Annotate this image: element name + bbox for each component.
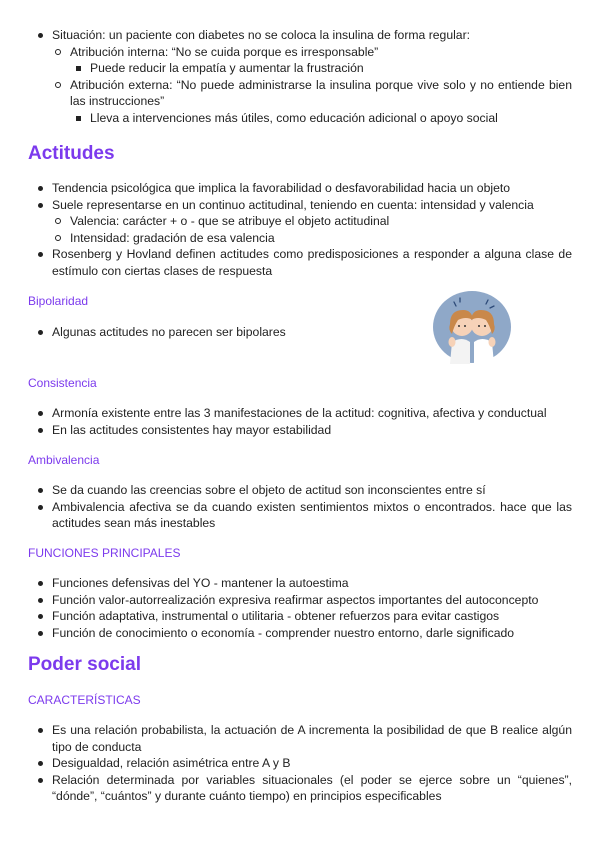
list-item: Suele representarse en un continuo actitudinal, teniendo en cuenta: intensidad y valencia bbox=[0, 197, 600, 214]
list-item: Ambivalencia afectiva se da cuando existen sentimientos mixtos o encontrados. hace que las actitudes sean más inestables bbox=[0, 499, 600, 532]
list-item: Función de conocimiento o economía - comprender nuestro entorno, darle significado bbox=[0, 625, 600, 642]
section-title-consistencia: Consistencia bbox=[28, 376, 97, 390]
intro-list bbox=[0, 27, 600, 126]
list-item: En las actitudes consistentes hay mayor estabilidad bbox=[0, 422, 600, 439]
list-item: Rosenberg y Hovland definen actitudes como predisposiciones a responder a alguna clase de estímulo con ciertas clases de respuesta bbox=[0, 246, 600, 279]
list-item: Atribución externa: “No puede administrarse la insulina porque vive solo y no entiende bien las instrucciones” bbox=[0, 77, 600, 110]
list-item: Atribución interna: “No se cuida porque es irresponsable” bbox=[0, 44, 600, 61]
list-item: Relación determinada por variables situacionales (el poder se ejerce sobre un “quienes”, “dónde”, “cuántos” y durante cuánto tiempo) en principios especificables bbox=[0, 772, 600, 805]
list-item: Intensidad: gradación de esa valencia bbox=[0, 230, 600, 247]
section-title-poder-social: Poder social bbox=[28, 654, 141, 675]
list-item: Algunas actitudes no parecen ser bipolares bbox=[0, 324, 600, 341]
list-item: Función valor-autorrealización expresiva reafirmar aspectos importantes del autoconcepto bbox=[0, 592, 600, 609]
funciones-list bbox=[0, 575, 600, 641]
list-item: Lleva a intervenciones más útiles, como educación adicional o apoyo social bbox=[0, 110, 600, 127]
section-subtitle-caracteristicas: CARACTERÍSTICAS bbox=[28, 693, 141, 707]
poder-list bbox=[0, 722, 600, 805]
list-item: Armonía existente entre las 3 manifestaciones de la actitud: cognitiva, afectiva y conductual bbox=[0, 405, 600, 422]
section-title-actitudes: Actitudes bbox=[28, 143, 115, 164]
list-item: Funciones defensivas del YO - mantener la autoestima bbox=[0, 575, 600, 592]
section-title-bipolaridad: Bipolaridad bbox=[28, 294, 89, 308]
ambivalencia-list bbox=[0, 482, 600, 532]
section-title-ambivalencia: Ambivalencia bbox=[28, 453, 100, 467]
list-item: Tendencia psicológica que implica la favorabilidad o desfavorabilidad hacia un objeto bbox=[0, 180, 600, 197]
list-item: Valencia: carácter + o - que se atribuye el objeto actitudinal bbox=[0, 213, 600, 230]
twins-illustration-icon bbox=[432, 290, 512, 364]
consistencia-list bbox=[0, 405, 600, 438]
list-item: Situación: un paciente con diabetes no se coloca la insulina de forma regular: bbox=[0, 27, 600, 44]
section-title-funciones: FUNCIONES PRINCIPALES bbox=[28, 546, 181, 560]
list-item: Puede reducir la empatía y aumentar la frustración bbox=[0, 60, 600, 77]
list-item: Desigualdad, relación asimétrica entre A y B bbox=[0, 755, 600, 772]
twins-illustration bbox=[432, 290, 512, 364]
actitudes-list bbox=[0, 180, 600, 279]
list-item: Es una relación probabilista, la actuación de A incrementa la posibilidad de que B realice algún tipo de conducta bbox=[0, 722, 600, 755]
list-item: Función adaptativa, instrumental o utilitaria - obtener refuerzos para evitar castigos bbox=[0, 608, 600, 625]
list-item: Se da cuando las creencias sobre el objeto de actitud son inconscientes entre sí bbox=[0, 482, 600, 499]
